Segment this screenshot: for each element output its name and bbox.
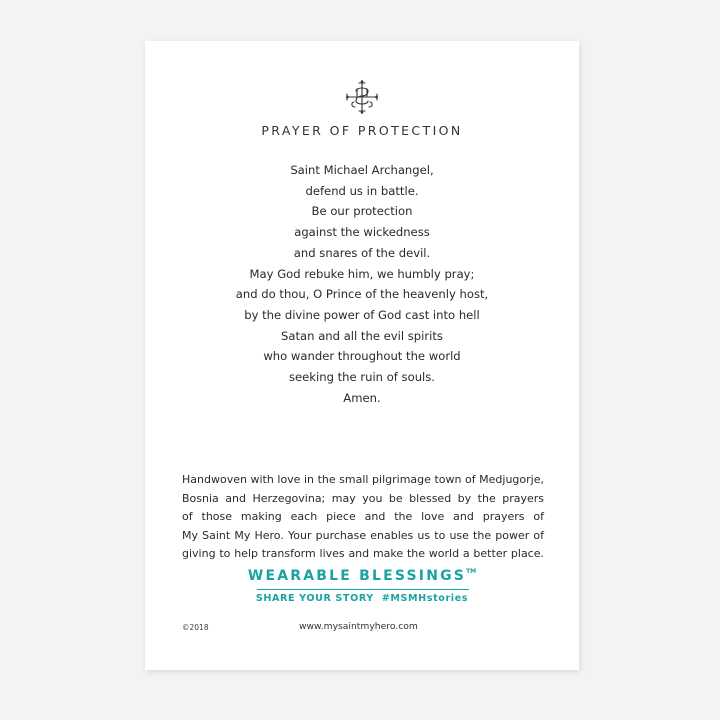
description-line: Bosnia and Herzegovina; may you be blessed by the prayers bbox=[182, 491, 544, 505]
website-link[interactable]: www.mysaintmyhero.com bbox=[299, 621, 418, 632]
prayer-line: Be our protection bbox=[311, 204, 413, 219]
description-line: Handwoven with love in the small pilgrimage town of Medjugorje, bbox=[182, 473, 544, 486]
description-line: My Saint My Hero. Your purchase enables us to use the power of bbox=[182, 528, 544, 542]
prayer-line: by the divine power of God cast into hell bbox=[244, 307, 480, 322]
prayer-line: who wander throughout the world bbox=[263, 349, 461, 364]
prayer-line: against the wickedness bbox=[294, 225, 430, 240]
prayer-title: PRAYER OF PROTECTION bbox=[261, 123, 463, 138]
description-paragraph bbox=[182, 471, 544, 564]
cross-monogram-icon bbox=[346, 80, 378, 114]
brand-tagline: SHARE YOUR STORY #MSMHstories bbox=[255, 593, 469, 604]
prayer-card bbox=[145, 41, 579, 670]
copyright-notice: ©2018 bbox=[182, 623, 209, 632]
prayer-line: seeking the ruin of souls. bbox=[288, 370, 435, 385]
prayer-line: Satan and all the evil spirits bbox=[281, 328, 443, 343]
prayer-line: defend us in battle. bbox=[305, 183, 419, 198]
brand-divider bbox=[257, 589, 469, 590]
prayer-text bbox=[145, 160, 579, 408]
brand-name bbox=[145, 568, 579, 584]
description-line: giving to help transform lives and make the world a better place. bbox=[182, 547, 544, 560]
description-line: of those making each piece and the love and prayers of bbox=[182, 510, 544, 523]
prayer-line: May God rebuke him, we humbly pray; bbox=[249, 266, 475, 281]
prayer-line: and do thou, O Prince of the heavenly host, bbox=[235, 287, 489, 302]
prayer-line: Amen. bbox=[343, 390, 381, 405]
prayer-line: and snares of the devil. bbox=[293, 245, 431, 260]
brand-name-text: WEARABLE BLESSINGS bbox=[247, 568, 467, 584]
trademark-mark: TM bbox=[466, 568, 477, 575]
prayer-line: Saint Michael Archangel, bbox=[290, 163, 434, 177]
